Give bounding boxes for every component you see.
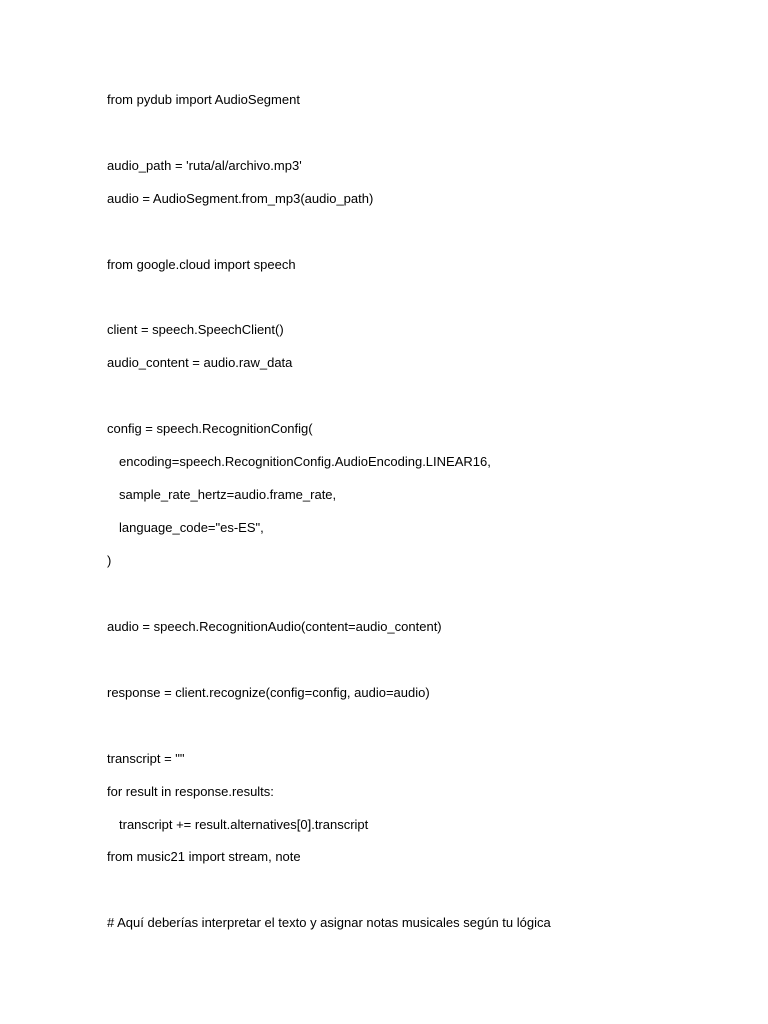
- code-line: audio_content = audio.raw_data: [107, 355, 293, 370]
- code-line: encoding=speech.RecognitionConfig.AudioEncoding.LINEAR16,: [119, 454, 491, 469]
- code-line: audio = AudioSegment.from_mp3(audio_path): [107, 191, 374, 206]
- code-line: audio = speech.RecognitionAudio(content=audio_content): [107, 619, 442, 634]
- code-line: config = speech.RecognitionConfig(: [107, 421, 313, 436]
- code-line: # Aquí deberías interpretar el texto y asignar notas musicales según tu lógica: [107, 915, 551, 930]
- code-line: from pydub import AudioSegment: [107, 92, 300, 107]
- code-line: transcript = "": [107, 751, 185, 766]
- code-line: client = speech.SpeechClient(): [107, 322, 284, 337]
- code-line: from google.cloud import speech: [107, 257, 296, 272]
- code-line: response = client.recognize(config=config, audio=audio): [107, 685, 430, 700]
- code-line: for result in response.results:: [107, 784, 274, 799]
- code-line: audio_path = 'ruta/al/archivo.mp3': [107, 158, 302, 173]
- code-line: from music21 import stream, note: [107, 849, 301, 864]
- code-line: sample_rate_hertz=audio.frame_rate,: [119, 487, 337, 502]
- code-line: transcript += result.alternatives[0].transcript: [119, 817, 369, 832]
- code-line: language_code="es-ES",: [119, 520, 264, 535]
- code-line: ): [107, 553, 112, 568]
